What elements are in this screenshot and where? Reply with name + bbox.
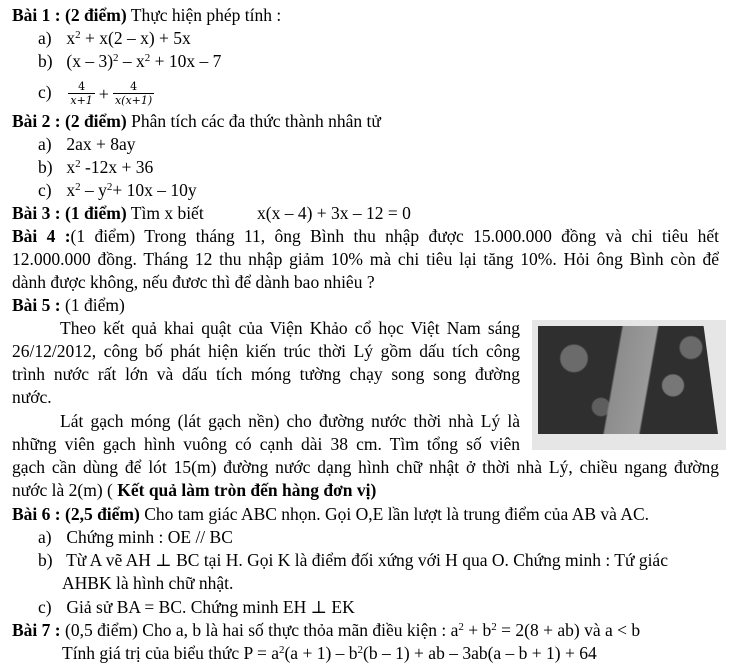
bai5-para1-line-4: nước.	[12, 387, 52, 407]
bai7-title: Bài 7 :	[12, 620, 61, 640]
bai5-para2-line-4: nước là 2(m) ( Kết quả làm tròn đến hàng đơn vị)	[12, 480, 377, 500]
item-label: c)	[38, 597, 52, 617]
bai5-title: Bài 5 :	[12, 295, 61, 315]
bai7-line-2: Tính giá trị của biểu thức $P = a^2(a + 1) - b^2(b - 1)$ + ab – 3ab(a – b + 1) + 64	[62, 643, 597, 663]
bai2-heading	[12, 110, 381, 132]
bai6-title: Bài 6 : (2,5 điểm)	[12, 504, 140, 524]
bai6-heading: Bài 6 : (2,5 điểm) Cho tam giác ABC nhọn. Gọi O,E lần lượt là trung điểm của AB và AC.	[12, 504, 650, 524]
item-label: a)	[38, 527, 52, 547]
bai3-title: Bài 3 : (1 điểm)	[12, 203, 127, 223]
bai4-line-1: Bài 4 :(1 điểm) Trong tháng 11, ông Bình thu nhập được 15.000.000 đồng và chi tiêu hết	[12, 226, 719, 246]
bai4-line-2: 12.000.000 đồng. Tháng 12 thu nhập giảm 10% mà chi tiêu lại tăng 10%. Hỏi ông Bình còn để	[12, 249, 719, 269]
rounding-note: Kết quả làm tròn đến hàng đơn vị)	[117, 480, 377, 500]
bai2-title: Bài 2 : (2 điểm)	[12, 111, 127, 131]
item-label: a)	[38, 28, 52, 48]
fraction: $\frac{4}{x(x+1)}$	[114, 80, 153, 108]
bai5-para2-line-1: Lát gạch móng (lát gạch nền) cho đường nước thời nhà Lý là	[60, 411, 520, 431]
bai3-equation: x(x – 4) + 3x – 12 = 0	[257, 203, 411, 223]
bai4-title: Bài 4 :	[12, 226, 71, 246]
bai5-heading: Bài 5 : (1 điểm)	[12, 295, 125, 315]
bai5-para1-line-1: Theo kết quả khai quật của Viện Khảo cổ học Việt Nam sáng	[60, 318, 520, 338]
bai2-item-a	[38, 133, 136, 155]
bai2-item-b	[38, 156, 153, 178]
bai1-title: Bài 1 : (2 điểm)	[12, 5, 127, 25]
bai3-heading	[12, 202, 204, 224]
expression: $x^2 - y^2+ 10x - 10y$	[66, 180, 197, 200]
bai1-instruction: Thực hiện phép tính :	[126, 5, 282, 25]
expression: $x^2 + x(2 - x) + 5x$	[66, 28, 191, 48]
bai5-para2-line-3: gạch cần dùng để lót 15(m) đường nước dạng hình chữ nhật ở thời nhà Lý, chiều ngang đường	[12, 457, 719, 477]
bai4-line-3: dành được không, nếu đươc thì để dành bao nhiêu ?	[12, 272, 375, 292]
bai3-instruction: Tìm x biết	[126, 203, 204, 223]
expression: $x^2$ -12x + 36	[66, 157, 154, 177]
item-label: b)	[38, 51, 53, 71]
excavation-photo	[532, 320, 726, 450]
bai6-item-b-cont: AHBK là hình chữ nhật.	[62, 573, 234, 593]
item-label: c)	[38, 82, 52, 102]
item-label: b)	[38, 550, 53, 570]
bai1-item-b	[38, 50, 221, 72]
bai5-para1-line-3: trình nước rất lớn và dấu tích móng tường chạy song song đường	[12, 364, 520, 384]
bai7-heading: Bài 7 : (0,5 điểm) Cho a, b là hai số thực thỏa mãn điều kiện : $a^2 + b^2 = 2(8 + ab)$ và a < b	[12, 620, 641, 640]
bai1-heading	[12, 4, 281, 26]
bai5-para1-line-2: 26/12/2012, công bố phát hiện kiến trúc thời Lý gồm dấu tích công	[12, 341, 520, 361]
item-label: c)	[38, 180, 52, 200]
excavation-photo-image	[538, 326, 718, 434]
bai2-item-c	[38, 179, 197, 201]
bai6-item-a: a) Chứng minh : OE // BC	[38, 527, 233, 547]
bai1-item-a	[38, 27, 191, 49]
item-label: a)	[38, 134, 52, 154]
fraction: $\frac{4}{x+1}$	[70, 80, 93, 108]
item-label: b)	[38, 157, 53, 177]
bai6-item-c: c) Giả sử BA = BC. Chứng minh EH ⊥ EK	[38, 597, 355, 617]
bai1-item-c: c) $\frac{4}{x+1}$ + $\frac{4}{x(x+1)}$	[38, 77, 156, 109]
expression: 2ax + 8ay	[66, 134, 136, 154]
bai5-para2-line-2: những viên gạch hình vuông có cạnh dài 38 cm. Tìm tổng số viên	[12, 434, 520, 454]
bai2-instruction: Phân tích các đa thức thành nhân tử	[126, 111, 381, 131]
expression: $(x - 3)^2 - x^2 + 10x - 7$	[66, 51, 222, 71]
bai6-item-b: b) Từ A vẽ AH ⊥ BC tại H. Gọi K là điểm đối xứng với H qua O. Chứng minh : Tứ giác	[38, 550, 668, 570]
